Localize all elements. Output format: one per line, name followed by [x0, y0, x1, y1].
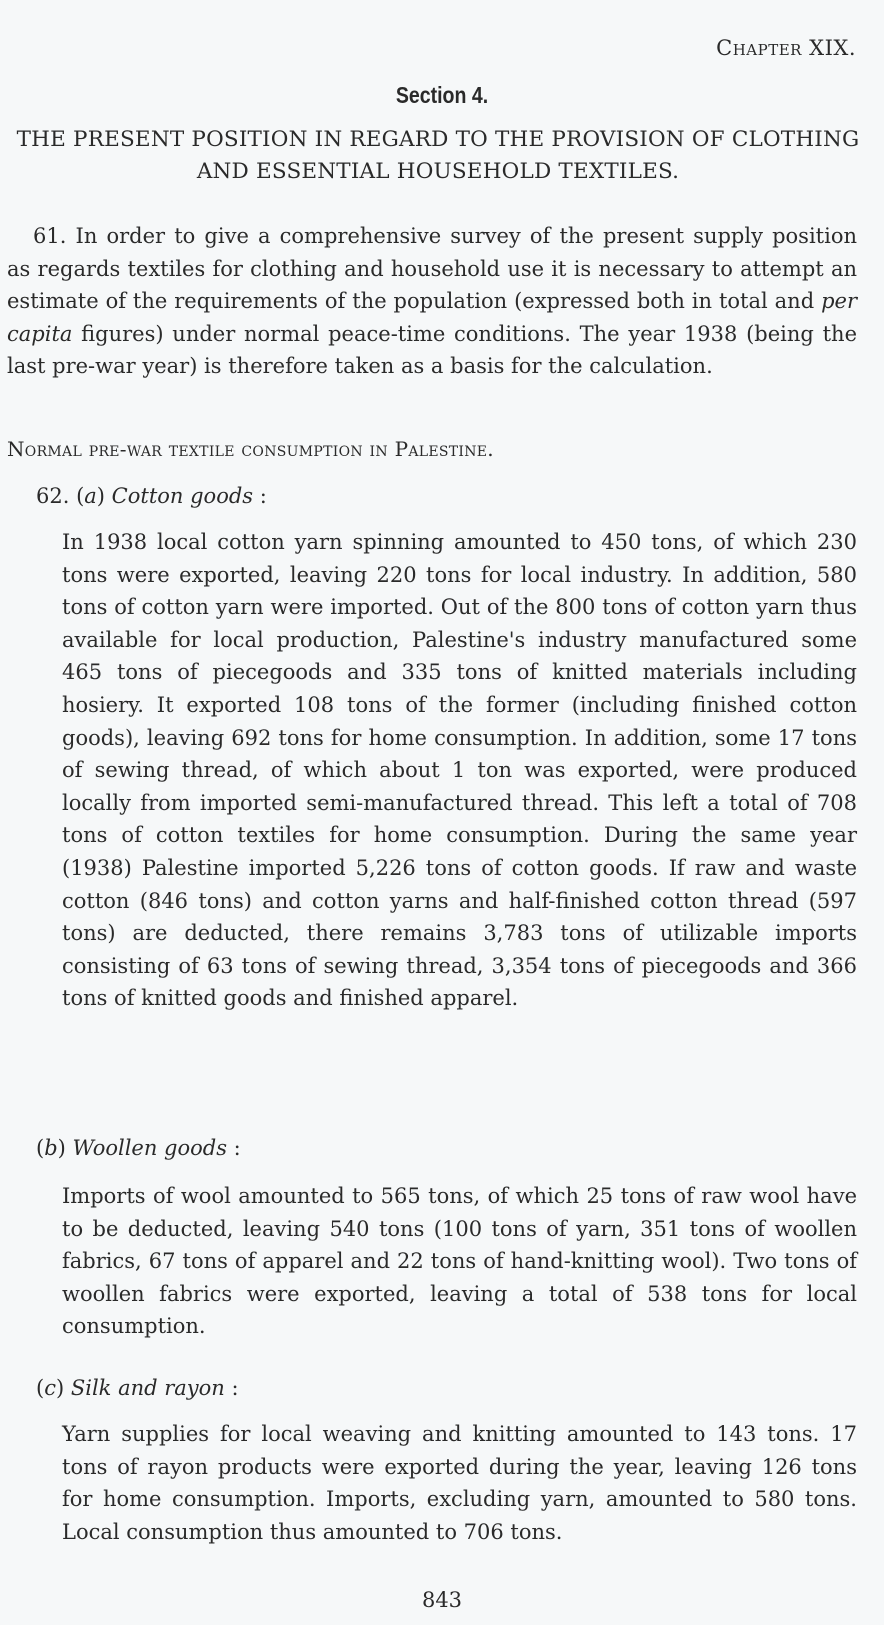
paragraph-61-italic-term: per capita: [7, 289, 857, 346]
item-label-silk-rayon: [36, 1376, 239, 1400]
item-title: Cotton goods: [111, 484, 254, 508]
item-letter: b: [44, 1136, 58, 1160]
item-body-woollen: Imports of wool amounted to 565 tons, of which 25 tons of raw wool have to be deducted, leaving 540 tons (100 tons of yarn, 351 tons of woollen fabrics, 67 tons of apparel and 22 tons of hand-knitting wool). Two tons of woollen fabrics were exported, leaving a total of 538 tons for local consumption.: [62, 1184, 857, 1339]
paragraph-61-text-end: figures) under normal peace-time conditions. The year 1938 (being the last pre-war year) is therefore taken as a basis for the calculation.: [7, 321, 857, 378]
item-label-cotton: [36, 484, 267, 508]
page-number: 843: [421, 1588, 463, 1612]
item-colon: :: [224, 1376, 239, 1400]
item-number-prefix: 62. (: [36, 484, 85, 508]
paragraph-61: [7, 220, 857, 383]
item-title: Silk and rayon: [70, 1376, 225, 1400]
item-colon: :: [227, 1136, 241, 1160]
item-letter: a: [84, 484, 97, 508]
page-title: THE PRESENT POSITION IN REGARD TO THE PROVISION OF CLOTHING AND ESSENTIAL HOUSEHOLD TEXTILES.: [16, 127, 860, 184]
paragraph-61-text-start: 61. In order to give a comprehensive survey of the present supply position as regards textiles for clothing and household use it is necessary to attempt an estimate of the requirements of the population (expressed both in total and: [7, 224, 857, 313]
item-number-prefix: (: [36, 1136, 45, 1160]
item-letter-close: ): [96, 484, 112, 508]
item-letter-close: ): [55, 1376, 71, 1400]
section-heading: Section 4.: [395, 82, 489, 108]
item-letter: c: [44, 1376, 56, 1400]
subheading: Normal pre-war textile consumption in Palestine.: [7, 437, 494, 461]
item-body-cotton: In 1938 local cotton yarn spinning amounted to 450 tons, of which 230 tons were exported, leaving 220 tons for local industry. In addition, 580 tons of cotton yarn were imported. Out of the 800 tons of cotton yarn thus available for local production, Palestine's industry manufactured some 465 tons of piecegoods and 335 tons of knitted materials including hosiery. It exported 108 tons of the former (including finished cotton goods), leaving 692 tons for home consumption. In addition, some 17 tons of sewing thread, of which about 1 ton was exported, were produced locally from imported semi-manufactured thread. This left a total of 708 tons of cotton textiles for home consumption. During the same year (1938) Palestine imported 5,226 tons of cotton goods. If raw and waste cotton (846 tons) and cotton yarns and half-finished cotton thread (597 tons) are deducted, there remains 3,783 tons of utilizable imports consisting of 63 tons of sewing thread, 3,354 tons of piecegoods and 366 tons of knitted goods and finished apparel.: [62, 530, 857, 1011]
item-letter-close: ): [57, 1136, 73, 1160]
item-label-woollen: [36, 1136, 241, 1160]
chapter-heading: Chapter XIX.: [716, 36, 856, 60]
item-title: Woollen goods: [72, 1136, 227, 1160]
item-body-silk-rayon: Yarn supplies for local weaving and knitting amounted to 143 tons. 17 tons of rayon products were exported during the year, leaving 126 tons for home consumption. Imports, excluding yarn, amounted to 580 tons. Local consumption thus amounted to 706 tons.: [62, 1422, 857, 1544]
item-number-prefix: (: [36, 1376, 45, 1400]
item-colon: :: [253, 484, 267, 508]
